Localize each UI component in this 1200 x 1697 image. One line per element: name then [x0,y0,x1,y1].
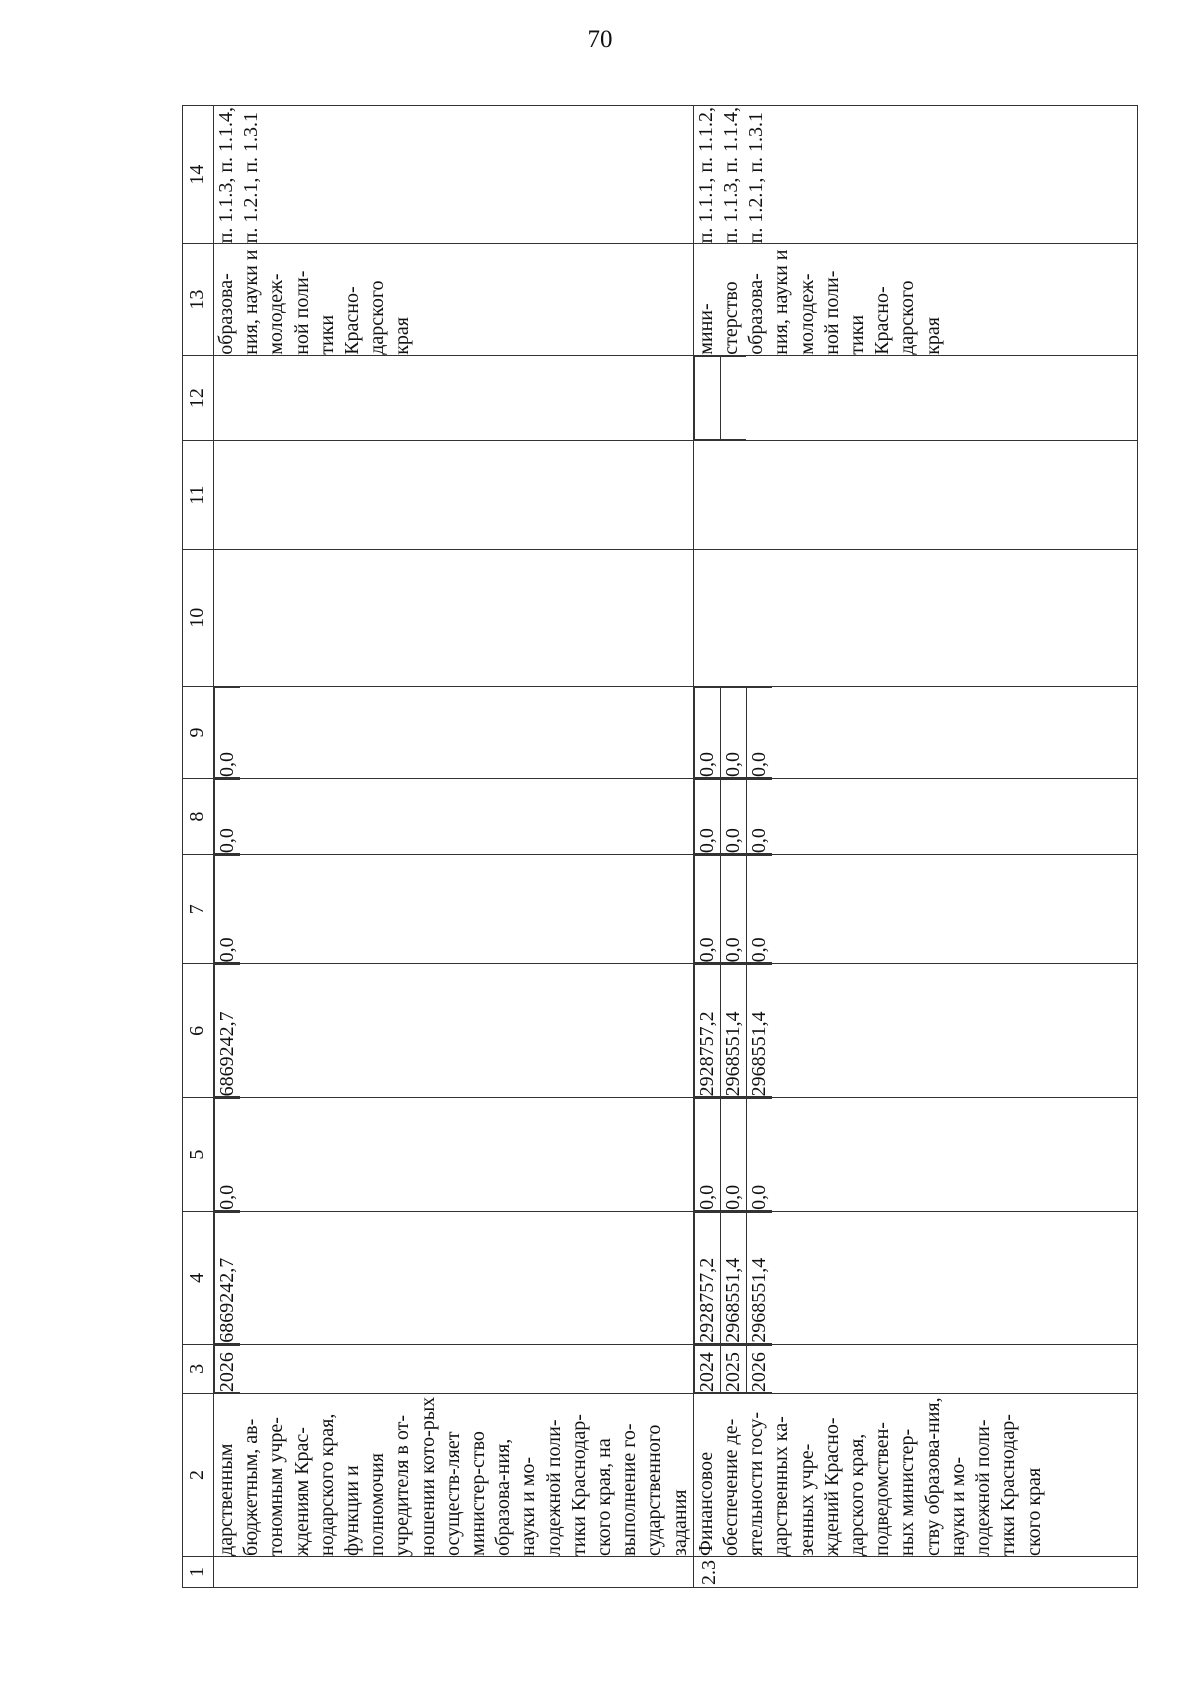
col9-value: 0,0 [215,687,241,777]
col-header-1: 1 [183,1556,214,1587]
col8-value: 0,0 [721,780,747,854]
col5-value: 0,0 [721,1099,747,1211]
total-value: 6869242,7 [215,1212,241,1343]
col6-value: 2968551,4 [721,965,747,1097]
page-number: 70 [587,26,613,53]
col-header-10: 10 [183,549,214,686]
col10-cell [214,549,694,686]
total-value: 2968551,4 [721,1212,747,1343]
total-value: 2968551,4 [747,1212,773,1343]
col6-value: 2928757,2 [694,965,720,1097]
table-row [693,106,1137,1588]
col-header-3: 3 [183,1344,214,1393]
col8-value: 0,0 [694,780,720,854]
col12-cell [693,355,1137,441]
col-header-4: 4 [183,1211,214,1344]
col-header-5: 5 [183,1098,214,1212]
col10-cell [693,549,1137,686]
year-value: 2026 [215,1345,241,1392]
year-value: 2025 [721,1345,747,1392]
col12-cell [214,355,694,441]
year-value: 2024 [694,1345,720,1392]
col5-value: 0,0 [215,1099,241,1211]
col-header-2: 2 [183,1394,214,1557]
col7-value: 0,0 [747,856,773,963]
year-cell [693,1344,1137,1393]
row-description: дарственным бюджетным, ав-тономным учре-ждениям Крас-нодарского края, функции и полномочия учредителя в от-ношении кото-рых осуществ-ляет министер-ство образова-ния, науки и мо-лодежной поли-тики Краснодар-ского края, на выполнение го-сударственного задания [214,1394,694,1557]
col7-value: 0,0 [721,856,747,963]
col7-cell [693,855,1137,964]
col-header-13: 13 [183,244,214,355]
col6-cell [693,964,1137,1098]
col9-value: 0,0 [721,687,747,777]
year-cell [214,1344,694,1393]
total-value: 2928757,2 [694,1212,720,1343]
indicators-cell: п. 1.1.3, п. 1.1.4, п. 1.2.1, п. 1.3.1 [214,106,694,244]
col12-empty [720,356,746,440]
col-header-7: 7 [183,855,214,964]
col9-value: 0,0 [747,687,773,777]
table-row [214,106,694,1588]
row-number: 2.3 [693,1556,1137,1587]
col8-value: 0,0 [747,780,773,854]
col11-cell [214,441,694,549]
col7-value: 0,0 [215,856,241,963]
col9-cell [214,686,694,778]
indicators-cell: п. 1.1.1, п. 1.1.2, п. 1.1.3, п. 1.1.4, п. 1.2.1, п. 1.3.1 [693,106,1137,244]
budget-table [182,105,1138,1588]
col-header-9: 9 [183,686,214,778]
col5-cell [693,1098,1137,1212]
total-cell [214,1211,694,1344]
col9-cell [693,686,1137,778]
total-cell [693,1211,1137,1344]
col-header-11: 11 [183,441,214,549]
col11-cell [693,441,1137,549]
col7-cell [214,855,694,964]
executor-cell: образова-ния, науки и молодеж-ной поли-тики Красно-дарского края [214,244,694,355]
col-header-6: 6 [183,964,214,1098]
col5-value: 0,0 [747,1099,773,1211]
col8-value: 0,0 [215,780,241,854]
year-value: 2026 [747,1345,773,1392]
col5-cell [214,1098,694,1212]
col6-value: 2968551,4 [747,965,773,1097]
col6-value: 6869242,7 [215,965,241,1097]
col-header-8: 8 [183,779,214,855]
col8-cell [693,779,1137,855]
col5-value: 0,0 [694,1099,720,1211]
row-number [214,1556,694,1587]
col-header-14: 14 [183,106,214,244]
rotated-table-page [182,105,1138,1588]
row-description: Финансовое обеспечение де-ятельности госу-дарственных ка-зенных учре-ждений Красно-дарского края, подведомствен-ных министер-ству образова-ния, науки и мо-лодежной поли-тики Краснодар-ского края [693,1394,1137,1557]
col-header-12: 12 [183,355,214,441]
executor-cell: мини-стерство образова-ния, науки и молодеж-ной поли-тики Красно-дарского края [693,244,1137,355]
col8-cell [214,779,694,855]
col9-value: 0,0 [694,687,720,777]
col6-cell [214,964,694,1098]
col7-value: 0,0 [694,856,720,963]
col12-empty [694,356,720,440]
header-row [183,106,214,1588]
